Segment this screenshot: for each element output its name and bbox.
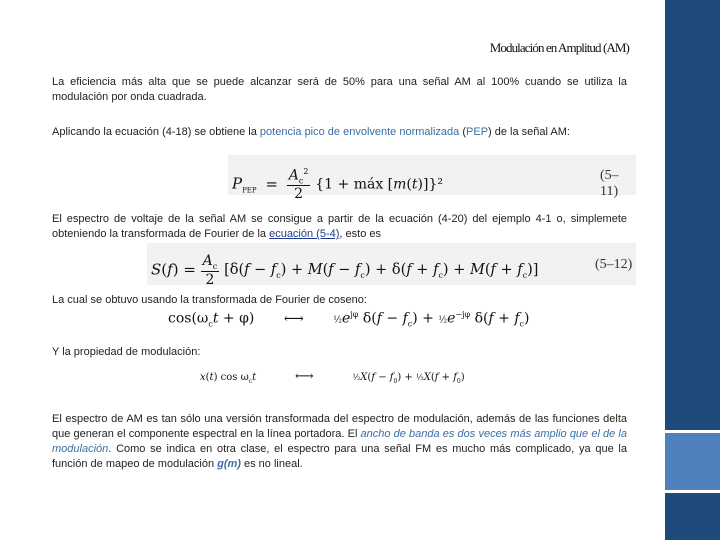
paragraph-spectrum — [52, 212, 627, 242]
spectrum-text-before: El espectro de voltaje de la señal AM se consigue a partir de la ecuación (4-20) del ejemplo 4-1 o, simplemete obteniendo la transformada de Fourier de la — [52, 213, 627, 240]
conclusion-text-before: El espectro de AM es tan sólo una versión transformada del espectro de modulación, además de las funciones delta que generan el componente espectral en la línea portadora. El — [52, 413, 627, 440]
paragraph-cosine-transform: La cual se obtuvo usando la transformada de Fourier de coseno: — [52, 294, 367, 306]
paragraph-efficiency: La eficiencia más alta que se puede alcanzar será de 50% para una señal AM al 100% cuando se utiliza la modulación por onda cuadrada. — [52, 76, 627, 103]
equation-5-4-link[interactable]: ecuación (5-4) — [269, 228, 340, 240]
sidebar-accent-block — [665, 433, 720, 490]
sidebar-divider — [665, 490, 720, 493]
conclusion-text-middle: . Como se indica en otra clase, el espectro para una señal FM es mucho más complicado, ya que la función de mapeo de modulación — [52, 443, 627, 470]
paragraph-am-spectrum-conclusion — [52, 412, 627, 472]
conclusion-text-after: es no lineal. — [240, 458, 303, 470]
paragraph-pep — [52, 125, 627, 140]
pep-text-before: Aplicando la ecuación (4-18) se obtiene la — [52, 126, 260, 138]
mapping-function: g(m) — [217, 458, 241, 470]
equation-5-11-number: (5–11) — [600, 168, 619, 199]
spectrum-text-after: , esto es — [339, 228, 381, 240]
bandwidth-highlight: ancho de banda es dos veces más amplio que el de la modulación — [52, 428, 627, 455]
sidebar-decoration — [665, 0, 720, 540]
slide-title: Modulación en Amplitud (AM) — [489, 40, 629, 55]
equation-5-11-formula: $P_{PEP}$ = $\frac{A_c^2}{2}$ {1 + máx [m(t)]}² — [232, 167, 443, 203]
pep-text-after: ) de la señal AM: — [488, 126, 570, 138]
equation-modulation-property: x(t) $\cos \omega_ct$ ⟷ ½X(f − $f_0$) + ½X(f + $f_0$) — [200, 369, 465, 385]
equation-5-12-number: (5–12) — [595, 257, 633, 272]
equation-5-12 — [147, 243, 636, 288]
pep-text-middle: ( — [459, 126, 467, 138]
equation-5-11 — [228, 155, 636, 203]
double-arrow-icon: ⟷ — [295, 369, 314, 384]
pep-highlight: potencia pico de envolvente normalizada — [259, 126, 460, 138]
equation-cosine-transform: $\cos(\omega_ct + \varphi)$ ⟷ $\frac{1}{2}e^{j\varphi}$ $\delta(f - f_c)$ + $\frac{1}{2}e^{-j\varphi}$ $\delta(f + f_c)$ — [168, 310, 530, 329]
paragraph-modulation-property: Y la propiedad de modulación: — [52, 346, 201, 358]
double-arrow-icon: ⟷ — [283, 310, 304, 327]
pep-acronym: PEP — [466, 126, 489, 138]
equation-5-12-formula: S(f) = $\frac{A_c}{2}$ $[\delta(f - f_c) + M(f - f_c) + \delta(f + f_c) + M(f + f_c)]$ — [151, 253, 539, 288]
